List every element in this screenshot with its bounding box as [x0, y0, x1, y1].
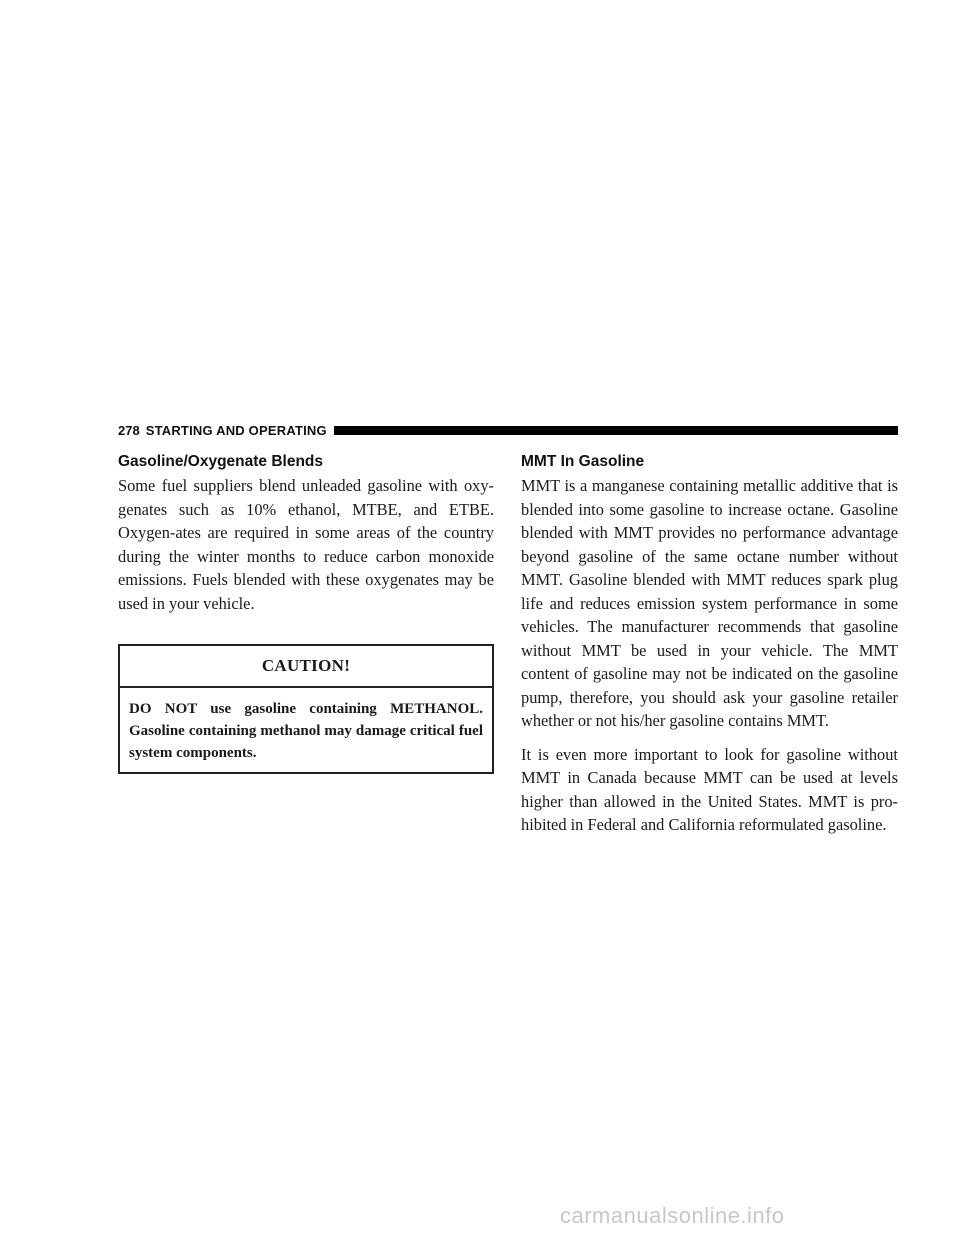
- caution-box: [118, 644, 494, 774]
- paragraph-mmt-2: It is even more important to look for gasoline without MMT in Canada because MMT can be used at levels higher than allowed in the United States. MMT is pro-hibited in Federal and California reformulated gasoline.: [521, 744, 898, 834]
- paragraph-mmt-1: MMT is a manganese containing metallic additive that is blended into some gasoline to increase octane. Gasoline blended with MMT provides no performance advantage beyond gasoline of the same octane number without MMT. Gasoline blended with MMT reduces spark plug life and reduces emission system performance in some vehicles. The manufacturer recommends that gasoline without MMT be used in your vehicle. The MMT content of gasoline may not be indicated on the gasoline pump, therefore, you should ask your gasoline retailer whether or not his/her gasoline contains MMT.: [521, 476, 898, 730]
- paragraph-oxygenate-blends: Some fuel suppliers blend unleaded gasoline with oxy-genates such as 10% ethanol, MTBE, and ETBE. Oxygen-ates are required in some areas of the country during the winter months to reduce carbon monoxide emissions. Fuels blended with these oxygenates may be used in your vehicle.: [118, 476, 494, 613]
- section-title: STARTING AND OPERATING: [145, 422, 327, 438]
- left-column: [118, 452, 494, 774]
- heading-mmt-in-gasoline: MMT In Gasoline: [521, 453, 645, 470]
- right-column: [521, 452, 898, 847]
- page-header: [118, 422, 898, 438]
- header-rule: [334, 426, 898, 435]
- caution-title: CAUTION!: [120, 646, 492, 688]
- heading-oxygenate-blends: Gasoline/Oxygenate Blends: [118, 453, 324, 470]
- page-number: 278: [118, 422, 140, 438]
- watermark-text: carmanualsonline.info: [560, 1203, 785, 1228]
- caution-text: DO NOT use gasoline containing METHANOL. Gasoline containing methanol may damage critical fuel system components.: [129, 701, 483, 761]
